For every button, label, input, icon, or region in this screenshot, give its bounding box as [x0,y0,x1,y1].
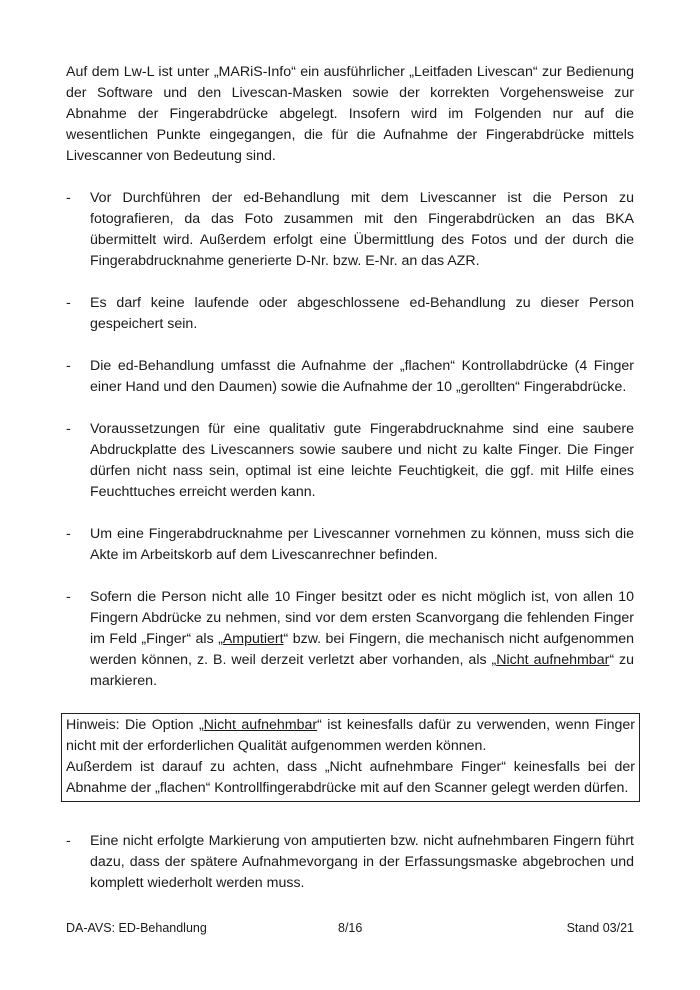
notice-line: Außerdem ist darauf zu achten, dass „Nicht aufnehmbare Finger“ keinesfalls bei der Abnahme der „flachen“ Kontrollfingerabdrücke mit auf den Scanner gelegt werden dürfen. [66,759,635,796]
list-item [66,188,634,272]
amputiert-term: Amputiert [222,631,284,647]
text-run: “ zu markieren. [90,652,635,689]
list-item [66,831,634,894]
bullet-dash: - [66,421,71,437]
bullet-dash: - [66,526,71,542]
list-item-text: Die ed-Behandlung umfasst die Aufnahme der „flachen“ Kontrollabdrücke (4 Finger einer Hand und den Daumen) sowie die Aufnahme der 10 „gerollten“ Fingerabdrücke. [90,358,634,395]
footer-page-number: 8/16 [338,921,363,935]
list-item [66,419,634,503]
intro-paragraph: Auf dem Lw-L ist unter „MARiS-Info“ ein ausführlicher „Leitfaden Livescan“ zur Bedienung der Software und den Livescan-Masken sowie der korrekten Vorgehensweise zur Abnahme der Fingerabdrücke abgelegt. Insofern wird im Folgenden nur auf die wesentlichen Punkte eingegangen, die für die Aufnahme der Fingerabdrücke mittels Livescanner von Bedeutung sind. [66,64,634,164]
nicht-aufnehmbar-term: Nicht aufnehmbar [203,717,318,733]
footer-version: Stand 03/21 [566,921,634,935]
text-run: Hinweis: Die Option „ [66,717,204,733]
list-item [66,356,634,398]
notice-box [61,713,640,802]
page-footer [66,918,634,938]
list-item-text: Es darf keine laufende oder abgeschlossene ed-Behandlung zu dieser Person gespeichert sein. [90,295,634,332]
bullet-dash: - [66,589,71,605]
text-run: “ ist keinesfalls dafür zu verwenden, wenn Finger nicht mit der erforderlichen Qualität aufgenommen werden können. [66,717,635,754]
footer-document-title: DA-AVS: ED-Behandlung [66,921,207,935]
bullet-dash: - [66,295,71,311]
list-item [66,524,634,566]
bullet-dash: - [66,833,71,849]
list-item-text: Eine nicht erfolgte Markierung von amputierten bzw. nicht aufnehmbaren Fingern führt dazu, dass der spätere Aufnahmevorgang in der Erfassungsmaske abgebrochen und komplett wiederholt werden muss. [90,833,634,891]
list-item [66,587,634,692]
list-item-text: Um eine Fingerabdrucknahme per Livescanner vornehmen zu können, muss sich die Akte im Arbeitskorb auf dem Livescanrechner befinden. [90,526,634,563]
notice-line [66,715,635,757]
list-item-text [90,589,634,689]
list-item-text: Voraussetzungen für eine qualitativ gute Fingerabdrucknahme sind eine saubere Abdruckplatte des Livescanners sowie saubere und nicht zu kalte Finger. Die Finger dürfen nicht nass sein, optimal ist eine leichte Feuchtigkeit, die ggf. mit Hilfe eines Feuchttuches erreicht werden kann. [90,421,634,500]
bullet-dash: - [66,358,71,374]
nicht-aufnehmbar-term: Nicht aufnehmbar [496,652,610,668]
text-run: “ bzw. bei Fingern, die mechanisch nicht aufgenommen werden können, z. B. weil derzeit verletzt aber vorhanden, als „ [90,631,634,668]
list-item-text: Vor Durchführen der ed-Behandlung mit dem Livescanner ist die Person zu fotografieren, da das Foto zusammen mit den Fingerabdrücken an das BKA übermittelt wird. Außerdem erfolgt eine Übermittlung des Fotos und der durch die Fingerabdrucknahme generierte D-Nr. bzw. E-Nr. an das AZR. [90,190,634,269]
list-item [66,293,634,335]
document-body [66,62,634,894]
text-run: Sofern die Person nicht alle 10 Finger besitzt oder es nicht möglich ist, von allen 10 Fingern Abdrücke zu nehmen, sind vor dem ersten Scanvorgang die fehlenden Finger im Feld „Finger“ als „ [90,589,634,647]
bullet-dash: - [66,190,71,206]
